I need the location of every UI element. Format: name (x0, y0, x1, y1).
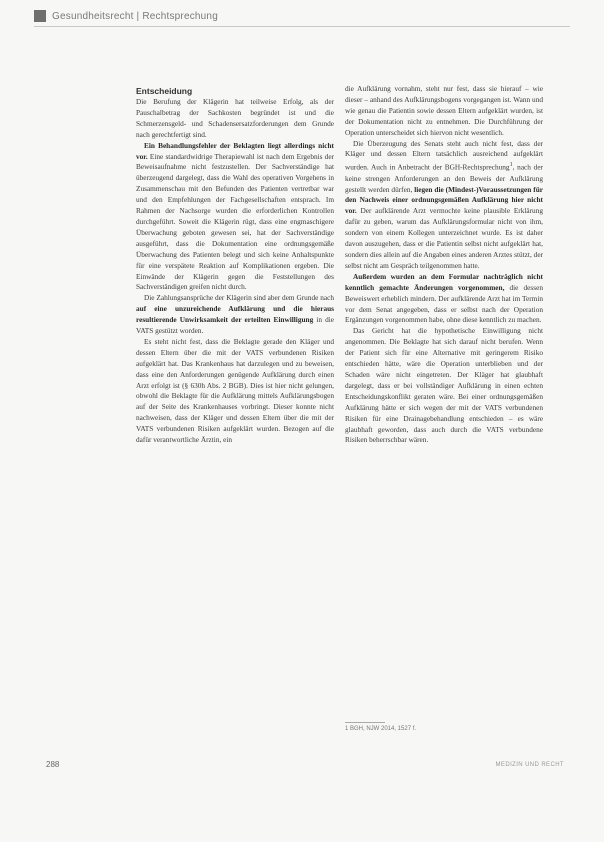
running-header (34, 10, 218, 22)
paragraph: Ein Behandlungsfehler der Beklagten liegt allerdings nicht vor. Eine standardwidrige Therapiewahl ist nach dem Ergebnis der Beweisaufnahme nicht festzustellen. Der Sachverständige hat überzeugend dargelegt, dass die Wahl des operativen Vorgehens in Zusammenschau mit den Befunden des Patienten vertretbar war und den Empfehlungen der Fachgesellschaften entsprach. Im Rahmen der Nachsorge wurden die erforderlichen Kontrollen durchgeführt. Soweit die Klägerin rügt, dass eine engmaschigere Überwachung geboten gewesen sei, hat der Sachverständige ausgeführt, dass die Dokumentation eine ordnungsgemäße Überwachung des Patienten belegt und sich keine Anhaltspunkte für eine verspätete Reaktion auf Komplikationen ergeben. Die Einwände der Klägerin gegen die Feststellungen des Sachverständigen greifen nicht durch. (136, 140, 334, 292)
paragraph: Außerdem wurden an dem Formular nachträglich nicht kenntlich gemachte Änderungen vorgenommen, die dessen Beweiswert erheblich mindern. Der aufklärende Arzt hat im Termin vor dem Senat angegeben, dass er selbst nach der Operation Ergänzungen vorgenommen habe, ohne diese kenntlich zu machen. (345, 271, 543, 325)
running-header-text: Gesundheitsrecht | Rechtsprechung (52, 10, 218, 22)
page-number: 288 (46, 760, 60, 769)
right-column (345, 84, 543, 446)
paragraph: Die Zahlungsansprüche der Klägerin sind aber dem Grunde nach auf eine unzureichende Aufklärung und die hieraus resultierende Unwirksamkeit der erteilten Einwilligung in die VATS gestützt worden. (136, 293, 334, 336)
header-divider (34, 26, 570, 27)
paragraph: Es steht nicht fest, dass die Beklagte gerade den Kläger und dessen Eltern über die mit der VATS verbundenen Risiken aufgeklärt hat. Das Krankenhaus hat darzulegen und zu beweisen, dass eine den Anforderungen genügende Aufklärung durch einen Arzt erfolgt ist (§ 630h Abs. 2 BGB). Dies ist hier nicht gelungen, obwohl die Beklagte für die Aufklärung mittels Aufklärungsbogen auf der Seite des Krankenhauses vorbringt. Dieser konnte nicht nachweisen, dass der Kläger und dessen Eltern über die mit der VATS verbundenen Risiken aufgeklärt wurden. Bezogen auf die dafür verantwortliche Ärztin, ein (136, 336, 334, 445)
section-title: Entscheidung (136, 86, 193, 96)
journal-name: MEDIZIN UND RECHT (495, 762, 564, 768)
section-marker-icon (34, 10, 46, 22)
left-column (136, 86, 334, 446)
footnote: 1 BGH, NJW 2014, 1527 f. (345, 726, 417, 732)
footnote-ref: 1 (509, 162, 513, 169)
paragraph: Die Berufung der Klägerin hat teilweise Erfolg, als der Pauschalbetrag der Sachkosten begründet ist und die Schmerzensgeld- und Schadensersatzforderungen dem Grunde nach gerechtfertigt sind. (136, 97, 334, 139)
footnote-divider (345, 722, 385, 723)
paragraph: Die Überzeugung des Senats steht auch nicht fest, dass der Kläger und dessen Eltern tatsächlich ausreichend aufgeklärt wurden. Auch in Anbetracht der BGH-Rechtsprechung$^1$, nach der keine strengen Anforderungen an den Beweis der Aufklärung gestellt werden dürfen, liegen die (Mindest-)Voraussetzungen für den Nachweis einer ordnungsgemäßen Aufklärung hier nicht vor. Der aufklärende Arzt vermochte keine plausible Erklärung dafür zu geben, warum das Aufklärungsformular nicht von ihm, sondern von einem Kollegen unterzeichnet wurde. Es ist daher davon auszugehen, dass er die Patientin selbst nicht aufgeklärt hat, sondern dies allein auf die Angaben eines anderen Arztes stützt, der selbst nicht am Gespräch teilgenommen hatte. (345, 138, 544, 270)
paragraph: Das Gericht hat die hypothetische Einwilligung nicht angenommen. Die Beklagte hat sich darauf nicht berufen. Wenn der Patient sich für eine Alternative mit geringerem Risiko entschieden hätte, wäre die Operation unterblieben und der Schaden wäre nicht eingetreten. Der Kläger hat glaubhaft dargelegt, dass er bei vollständiger Aufklärung in einen echten Entscheidungskonflikt geraten wäre. Bei einer ordnungsgemäßen Aufklärung hätte er sich wegen der mit der VATS verbundenen Risiken für eine Drainagebehandlung entschieden – es wäre glaubhaft geworden, dass auch durch die VATS verbundene Risiken beherrschbar wären. (345, 326, 543, 445)
paragraph: die Aufklärung vornahm, steht nur fest, dass sie hierauf – wie dieser – anhand des Aufklärungsbogens vorgegangen ist. Wann und wie genau die Patientin sowie dessen Eltern aufgeklärt wurden, ist der Dokumentation nicht zu entnehmen. Die Durchführung der Operation unterscheidet sich hiervon nicht wesentlich. (345, 84, 543, 137)
